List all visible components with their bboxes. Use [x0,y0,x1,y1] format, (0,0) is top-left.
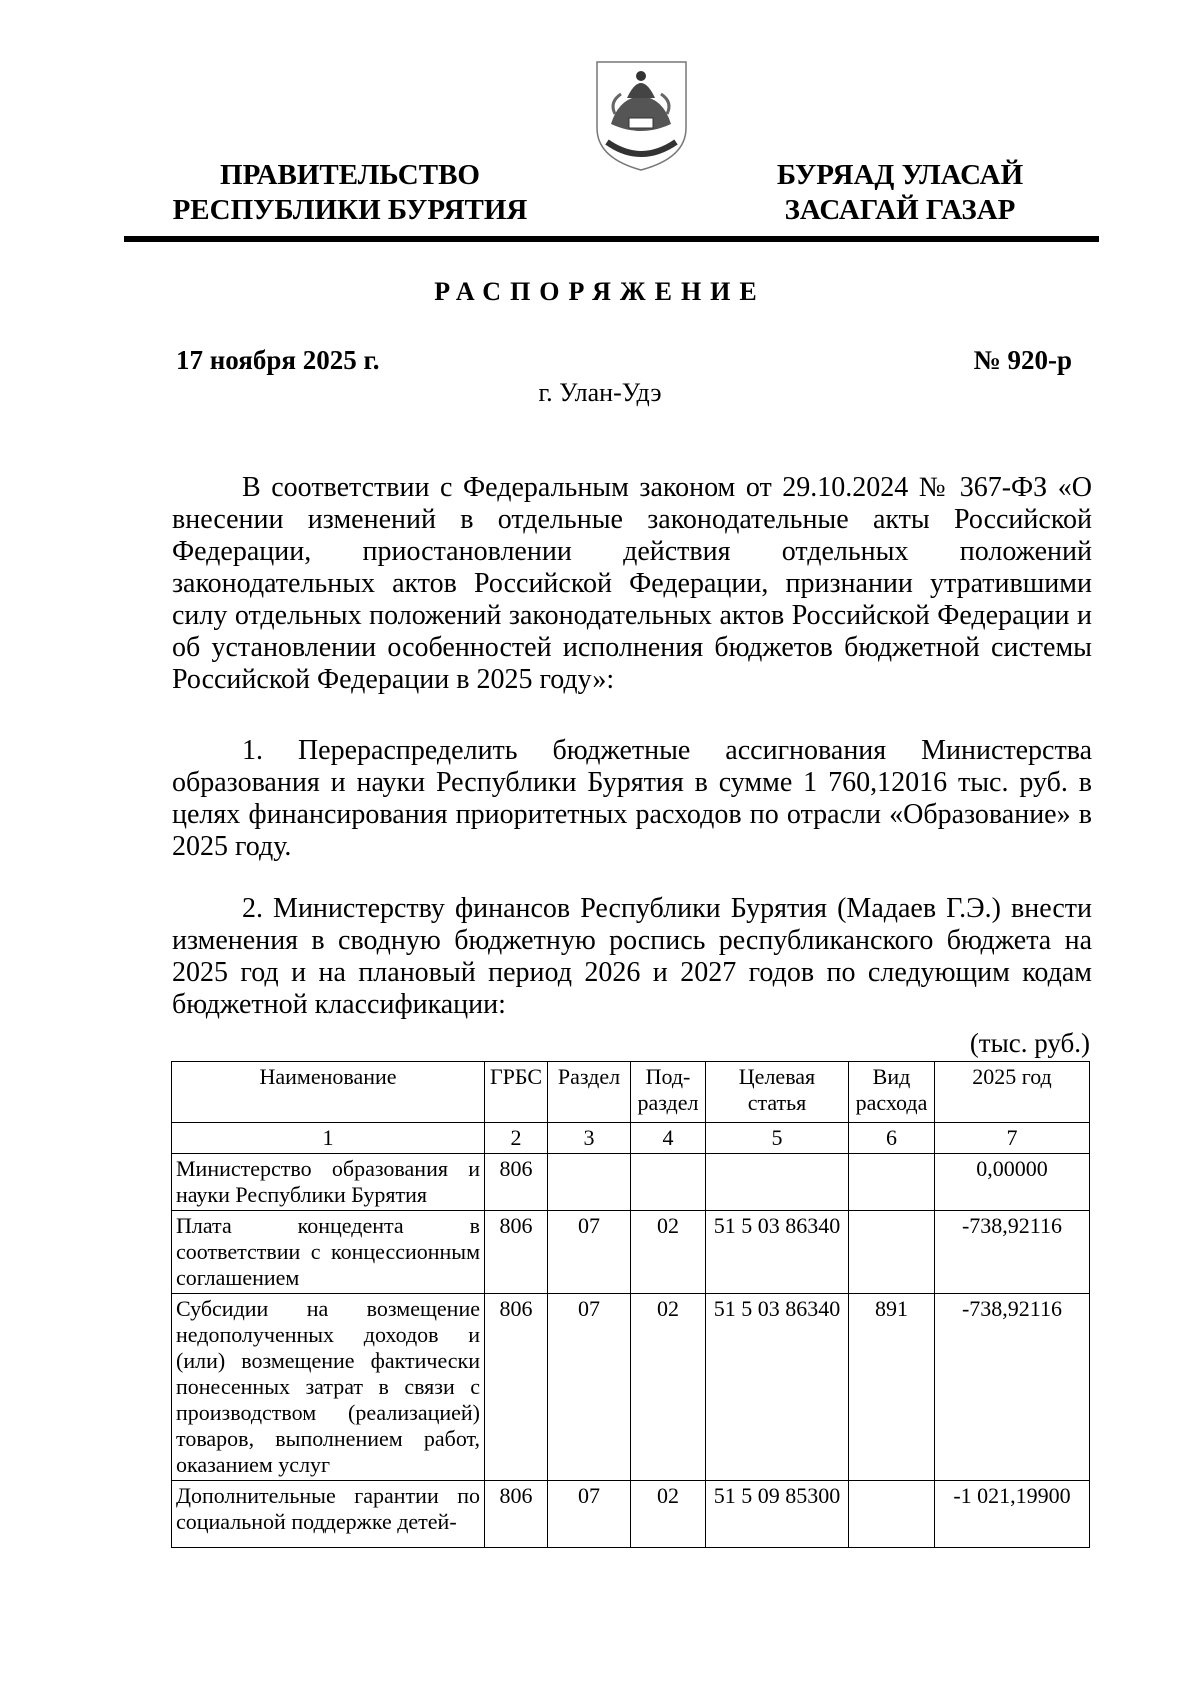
row-subsection: 02 [631,1481,706,1548]
coat-of-arms-icon [591,58,692,174]
preamble-text: В соответствии с Федеральным законом от 29.10.2024 № 367-ФЗ «О внесении изменений в отдельные законодательные акты Российской Федерации, приостановлении действия отдельных положений законодательных актов Российской Федерации, признании утратившими силу отдельных положений законодательных актов Российской Федерации и об установлении особенностей исполнения бюджетов бюджетной системы Российской Федерации в 2025 году»: [172,472,1092,695]
row-target: 51 5 03 86340 [706,1211,849,1294]
row-amount: -1 021,19900 [935,1481,1090,1548]
header-target: Целевая статья [706,1062,849,1123]
number-cell: 1 [172,1123,485,1154]
header-subsection: Под-раздел [631,1062,706,1123]
row-section: 07 [548,1211,631,1294]
government-name-buryat-line1: БУРЯАД УЛАСАЙ [776,159,1024,191]
number-cell: 2 [485,1123,548,1154]
row-subsection: 02 [631,1211,706,1294]
row-kind: 891 [849,1294,935,1481]
table-row [172,1154,1090,1211]
row-kind [849,1481,935,1548]
item-2-text: 2. Министерству финансов Республики Бурятия (Мадаев Г.Э.) внести изменения в сводную бюджетную роспись республиканского бюджета на 2025 год и на плановый период 2026 и 2027 годов по следующим кодам бюджетной классификации: [172,893,1092,1020]
item-2-paragraph [172,893,1092,1021]
row-grbs: 806 [485,1211,548,1294]
row-kind [849,1211,935,1294]
header-divider [124,236,1099,242]
units-label: (тыс. руб.) [969,1028,1090,1058]
government-name-buryat [740,158,1060,228]
row-section: 07 [548,1294,631,1481]
table-number-row [172,1123,1090,1154]
number-cell: 7 [935,1123,1090,1154]
row-subsection [631,1154,706,1211]
header-name: Наименование [172,1062,485,1123]
header-grbs: ГРБС [485,1062,548,1123]
preamble-paragraph [172,472,1092,696]
number-cell: 3 [548,1123,631,1154]
government-name-line1: ПРАВИТЕЛЬСТВО [220,159,480,191]
row-grbs: 806 [485,1154,548,1211]
table-row [172,1211,1090,1294]
row-section: 07 [548,1481,631,1548]
row-target: 51 5 03 86340 [706,1294,849,1481]
row-name: Субсидии на возмещение недополученных доходов и (или) возмещение фактически понесенных затрат в связи с производством (реализацией) товаров, выполнением работ, оказанием услуг [172,1294,485,1481]
header-kind: Вид расхода [849,1062,935,1123]
item-1-paragraph [172,735,1092,863]
document-type: РАСПОРЯЖЕНИЕ [434,277,766,306]
row-amount: -738,92116 [935,1294,1090,1481]
row-name-text: Дополнительные гарантии по социальной поддержке детей- [176,1483,480,1534]
row-amount: 0,00000 [935,1154,1090,1211]
row-name: Плата концедента в соответствии с концессионным соглашением [172,1211,485,1294]
budget-table [171,1061,1090,1548]
number-cell: 4 [631,1123,706,1154]
number-cell: 6 [849,1123,935,1154]
government-name-russian [160,158,540,228]
table-row [172,1481,1090,1548]
header-section: Раздел [548,1062,631,1123]
document-date: 17 ноября 2025 г. [176,345,380,375]
row-kind [849,1154,935,1211]
document-number: № 920-р [973,345,1072,375]
row-grbs: 806 [485,1294,548,1481]
row-target [706,1154,849,1211]
government-name-line2: РЕСПУБЛИКИ БУРЯТИЯ [172,194,528,226]
row-subsection: 02 [631,1294,706,1481]
row-section [548,1154,631,1211]
row-name: Министерство образования и науки Республики Бурятия [172,1154,485,1211]
header-year: 2025 год [935,1062,1090,1123]
row-name [172,1481,485,1548]
row-target: 51 5 09 85300 [706,1481,849,1548]
number-cell: 5 [706,1123,849,1154]
government-name-buryat-line2: ЗАСАГАЙ ГАЗАР [784,194,1016,226]
row-grbs: 806 [485,1481,548,1548]
table-header-row [172,1062,1090,1123]
table-row [172,1294,1090,1481]
row-amount: -738,92116 [935,1211,1090,1294]
document-city: г. Улан-Удэ [538,378,662,407]
item-1-text: 1. Перераспределить бюджетные ассигнования Министерства образования и науки Республики Бурятия в сумме 1 760,12016 тыс. руб. в целях финансирования приоритетных расходов по отрасли «Образование» в 2025 году. [172,735,1092,862]
